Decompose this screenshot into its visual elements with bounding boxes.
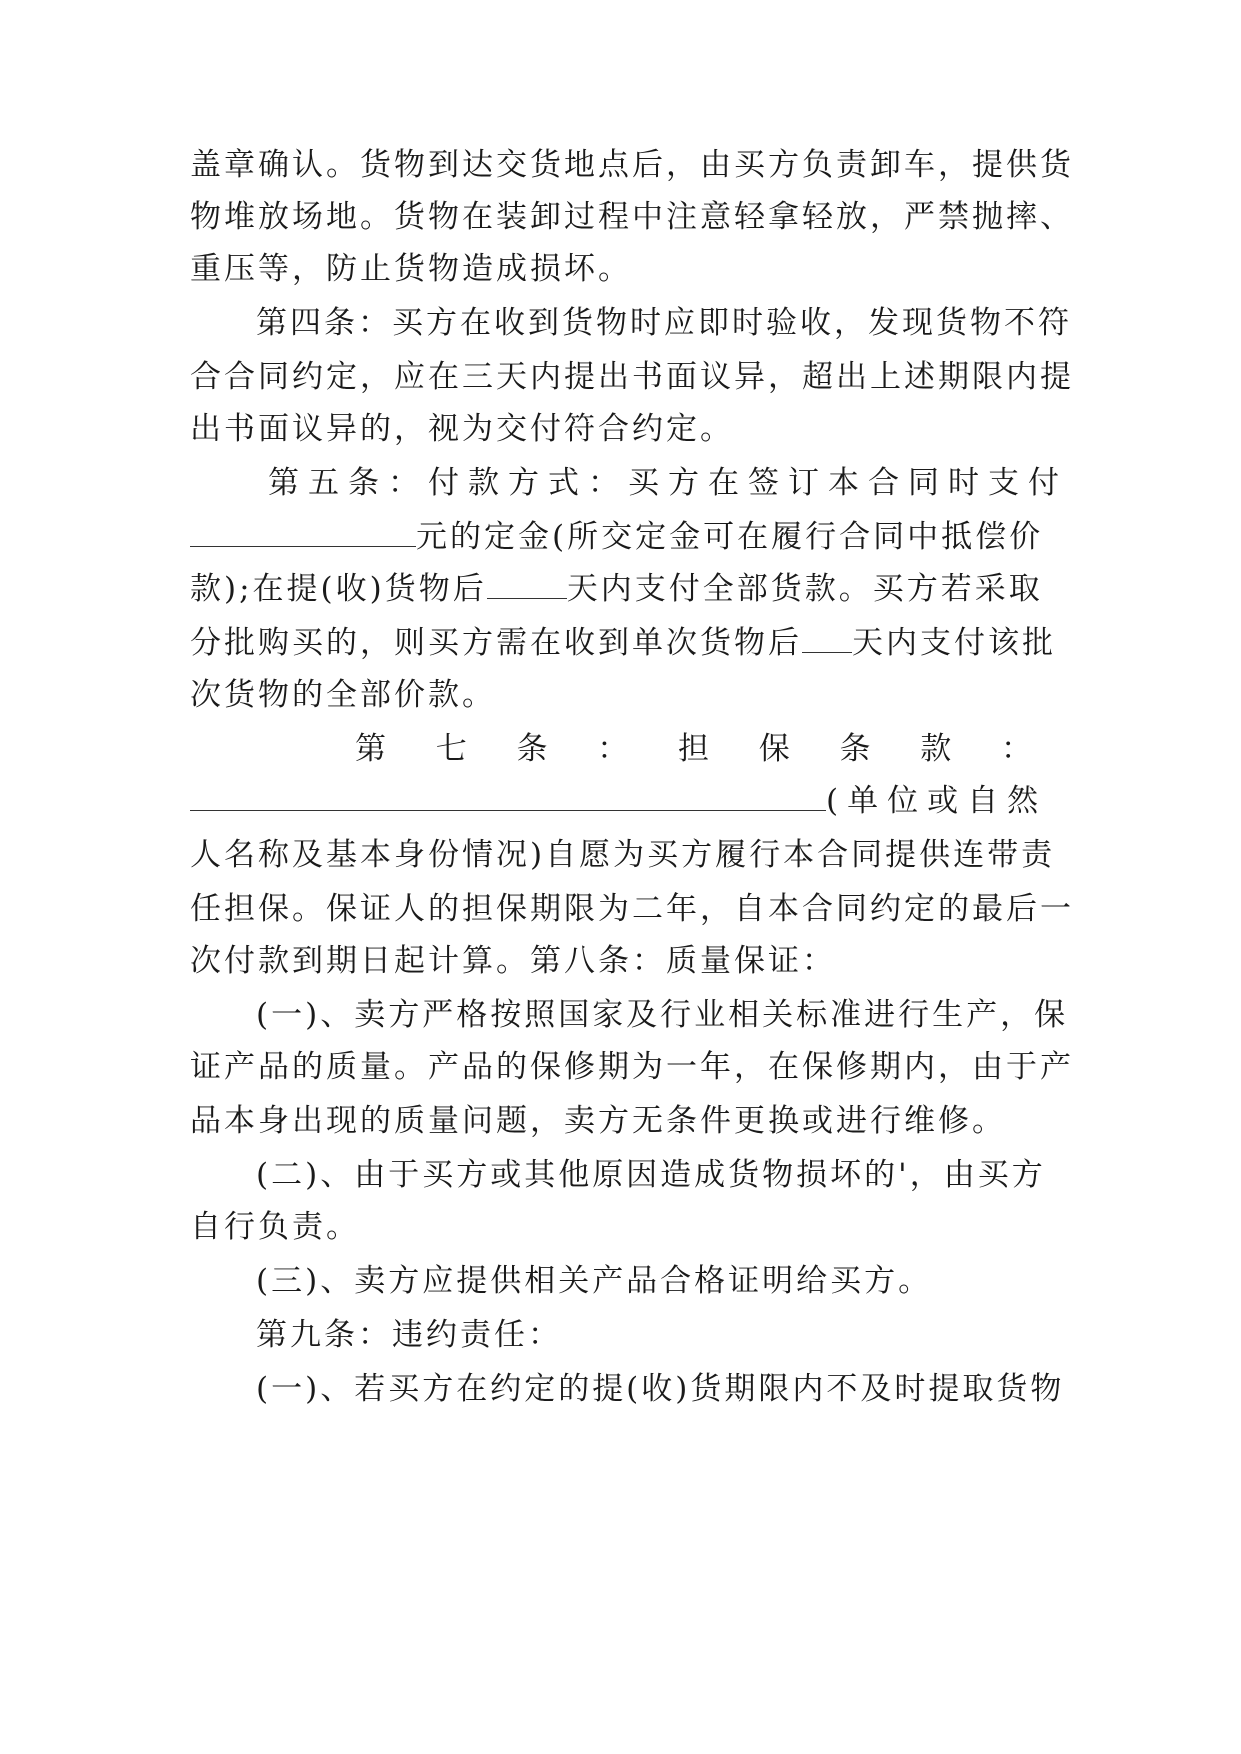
text-line: 证产品的质量。产品的保修期为一年，在保修期内，由于产 [190,1049,1074,1085]
payment-text-a: 款);在提(收)货物后 [190,571,487,607]
text-line: 重压等，防止货物造成损坏。 [190,251,632,287]
text-line: 品本身出现的质量问题，卖方无条件更换或进行维修。 [190,1103,1006,1139]
text-line: 合合同约定，应在三天内提出书面议异，超出上述期限内提 [190,359,1074,395]
article-8-item-2: (二)、由于买方或其他原因造成货物损坏的'，由买方 [256,1157,1046,1193]
article-7-char: 保 [758,731,793,767]
article-8-item-3: (三)、卖方应提供相关产品合格证明给买方。 [256,1263,933,1299]
deposit-line [190,512,1050,562]
batch-text-a: 分批购买的，则买方需在收到单次货物后 [190,625,802,661]
article-7-char: 条 [839,731,874,767]
text-line: 次货物的全部价款。 [190,677,496,713]
article-7-char: 七 [435,731,470,767]
text-line: 出书面议异的，视为交付符合约定。 [190,411,734,447]
article-9-item-1: (一)、若买方在约定的提(收)货期限内不及时提取货物 [256,1371,1065,1407]
text-line: 次付款到期日起计算。第八条：质量保证： [190,943,836,979]
article-7-char: 条 [516,731,551,767]
deposit-amount-blank [190,516,416,547]
article-7-char: 第 [355,731,389,767]
payment-text-b: 天内支付全部货款。买方若采取 [566,571,1043,607]
deposit-text: 元的定金(所交定金可在履行合同中抵偿价 [416,519,1044,555]
article-7-heading [355,724,1035,774]
text-line: 盖章确认。货物到达交货地点后，由买方负责卸车，提供货 [190,147,1074,183]
article-4-line: 第四条：买方在收到货物时应即时验收，发现货物不符 [256,305,1072,341]
batch-text-b: 天内支付该批 [852,625,1056,661]
batch-days-blank [802,622,852,653]
batch-line [190,618,1056,668]
article-7-char: ： [597,731,632,767]
payment-line [190,564,1050,614]
article-7-char: 款 [920,731,955,767]
guarantor-text: (单位或自然 [826,783,1048,819]
article-5-line: 第五条：付款方式：买方在签订本合同时支付 [268,465,1068,501]
payment-days-blank [487,568,567,599]
article-7-char: ： [1001,731,1035,767]
article-7-char: 担 [678,731,712,767]
article-8-item-1: (一)、卖方严格按照国家及行业相关标准进行生产，保 [256,997,1069,1033]
text-line: 物堆放场地。货物在装卸过程中注意轻拿轻放，严禁抛摔、 [190,199,1074,235]
guarantor-name-blank [190,780,826,811]
text-line: 任担保。保证人的担保期限为二年，自本合同约定的最后一 [190,891,1074,927]
guarantor-line [190,776,1050,826]
text-line: 人名称及基本身份情况)自愿为买方履行本合同提供连带责 [190,837,1056,873]
text-line: 自行负责。 [190,1209,360,1245]
article-9-heading: 第九条：违约责任： [256,1317,562,1353]
